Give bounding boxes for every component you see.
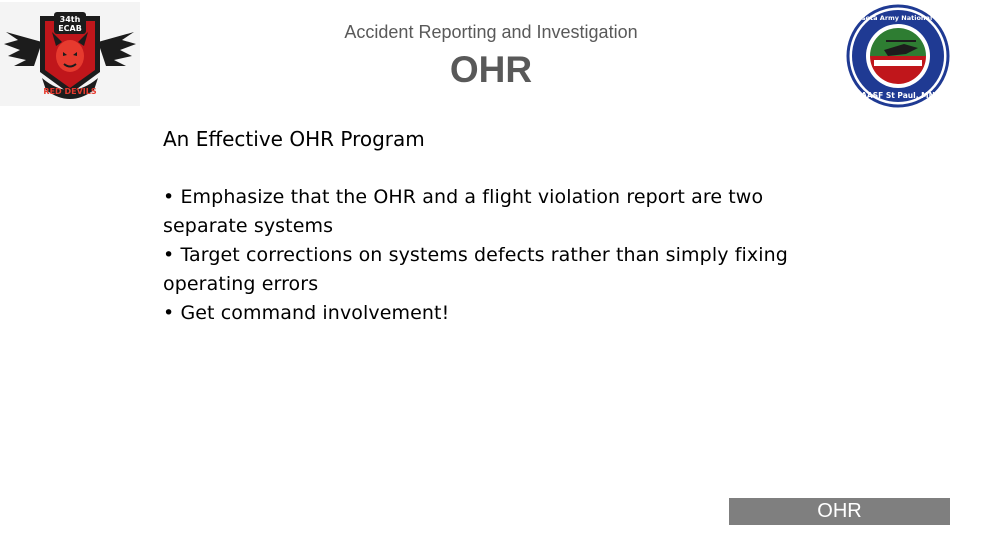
bullet-item: • Emphasize that the OHR and a flight violation report are two separate systems <box>163 186 764 237</box>
national-guard-seal-logo <box>839 4 957 108</box>
bullet-list <box>163 183 823 328</box>
svg-text:RED DEVILS: RED DEVILS <box>43 87 97 96</box>
svg-text:AASF St Paul, MN: AASF St Paul, MN <box>861 91 935 100</box>
svg-text:ECAB: ECAB <box>58 24 82 33</box>
national-guard-seal-icon <box>839 4 957 108</box>
slide-title: OHR <box>449 49 533 90</box>
bullet-item: • Target corrections on systems defects rather than simply fixing operating errors <box>163 244 788 295</box>
section-heading: An Effective OHR Program <box>163 127 425 151</box>
bullet-item: • Get command involvement! <box>163 302 450 324</box>
svg-text:34th: 34th <box>59 15 81 24</box>
presentation-subtitle: Accident Reporting and Investigation <box>344 22 638 42</box>
footer-label: OHR <box>729 498 950 525</box>
svg-text:Minnesota Army National Guard: Minnesota Army National Guard <box>839 14 957 22</box>
